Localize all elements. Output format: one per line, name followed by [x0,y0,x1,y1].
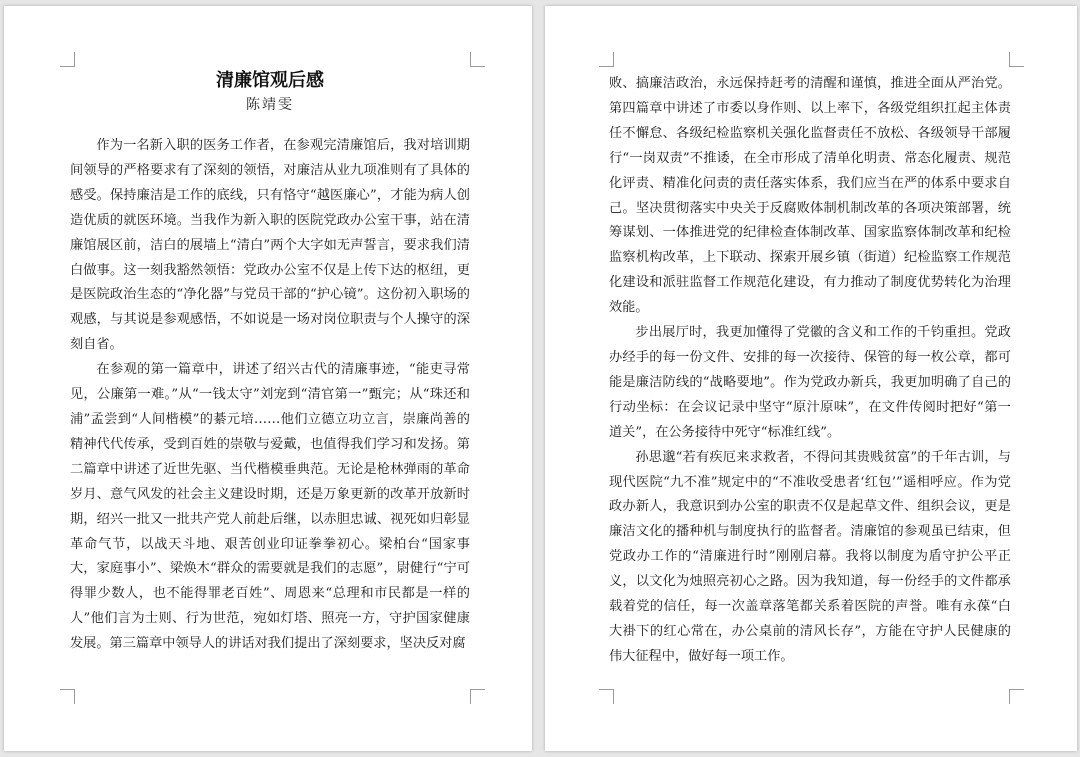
paragraph-2-continued: 败、搞廉洁政治，永远保持赶考的清醒和谨慎，推进全面从严治党。第四篇章中讲述了市委以身作则、以上率下，各级党组织扛起主体责任不懈怠、各级纪检监察机关强化监督责任不放松、各级领导干部履行“一岗双责”不推诿，在全市形成了清单化明责、常态化履责、规范化评责、精准化问责的责任落实体系，我们应当在严的体系中要求自己。坚决贯彻落实中央关于反腐败体制机制改革的各项决策部署，统筹谋划、一体推进党的纪律检查体制改革、国家监察体制改革和纪检监察机构改革，上下联动、探索开展乡镇（街道）纪检监察工作规范化建设和派驻监督工作规范化建设，有力推动了制度优势转化为治理效能。 [609,76,1011,316]
margin-corner-top-right [470,52,485,67]
margin-corner-bottom-right [470,689,485,704]
page-2-text-area[interactable] [609,72,1011,670]
margin-corner-bottom-left [60,689,75,704]
document-author: 陈靖雯 [246,97,294,113]
margin-corner-bottom-left [599,689,614,704]
paragraph-2: 在参观的第一篇章中，讲述了绍兴古代的清廉事迹，“能吏寻常见，公廉第一难。”从“一钱太守”刘宠到“清官第一”甄完；从“珠还和浦”孟尝到“人间楷模”的綦元培……他们立德立功立言，崇廉尚善的精神代代传承，受到百姓的崇敬与爱戴，也值得我们学习和发扬。第二篇章中讲述了近世先驱、当代楷模垂典范。无论是枪林弹雨的革命岁月、意气风发的社会主义建设时期，还是万象更新的改革开放新时期，绍兴一批又一批共产党人前赴后继，以赤胆忠诚、视死如归彰显革命气节，以战天斗地、艰苦创业印证拳拳初心。梁柏台“国家事大，家庭事小”、梁焕木“群众的需要就是我们的志愿”，尉健行“宁可得罪少数人，也不能得罪老百姓”、周恩来“总理和市民都是一样的人”他们言为士则、行为世范，宛如灯塔、照亮一方，守护国家健康发展。第三篇章中领导人的讲话对我们提出了深刻要求，坚决反对腐 [70,362,470,652]
margin-corner-top-left [60,52,75,67]
page-1-text-area[interactable] [70,68,470,657]
paragraph-3: 步出展厅时，我更加懂得了党徽的含义和工作的千钧重担。党政办经手的每一份文件、安排的每一次接待、保管的每一枚公章，都可能是廉洁防线的“战略要地”。作为党政办新兵，我更加明确了自己的行动坐标：在会议记录中坚守“原汁原味”，在文件传阅时把好“第一道关”，在公务接待中死守“标准红线”。 [609,325,1011,440]
document-title: 清廉馆观后感 [216,70,324,91]
margin-corner-bottom-right [1009,689,1024,704]
page-1 [4,6,532,751]
margin-corner-top-left [599,52,614,67]
paragraph-1: 作为一名新入职的医务工作者，在参观完清廉馆后，我对培训期间领导的严格要求有了深刻的领悟，对廉洁从业九项准则有了具体的感受。保持廉洁是工作的底线，只有恪守“越医廉心”，才能为病人创造优质的就医环境。当我作为新入职的医院党政办公室干事，站在清廉馆展区前，洁白的展墙上“清白”两个大字如无声誓言，要求我们清白做事。这一刻我豁然领悟：党政办公室不仅是上传下达的枢纽，更是医院政治生态的“净化器”与党员干部的“护心镜”。这份初入职场的观感，与其说是参观感悟，不如说是一场对岗位职责与个人操守的深刻自省。 [70,138,470,353]
paragraph-4: 孙思邈“若有疾厄来求救者，不得问其贵贱贫富”的千年古训，与现代医院“九不准”规定中的“不准收受患者‘红包’”遥相呼应。作为党政办新人，我意识到办公室的职责不仅是起草文件、组织会议，更是廉洁文化的播种机与制度执行的监督者。清廉馆的参观虽已结束，但党政办工作的“清廉进行时”刚刚启幕。我将以制度为盾守护公平正义，以文化为烛照亮初心之路。因为我知道，每一份经手的文件都承载着党的信任，每一次盖章落笔都关系着医院的声誉。唯有永葆“白大褂下的红心常在，办公桌前的清风长存”，方能在守护人民健康的伟大征程中，做好每一项工作。 [609,449,1011,664]
margin-corner-top-right [1009,52,1024,67]
page-2 [545,6,1077,751]
